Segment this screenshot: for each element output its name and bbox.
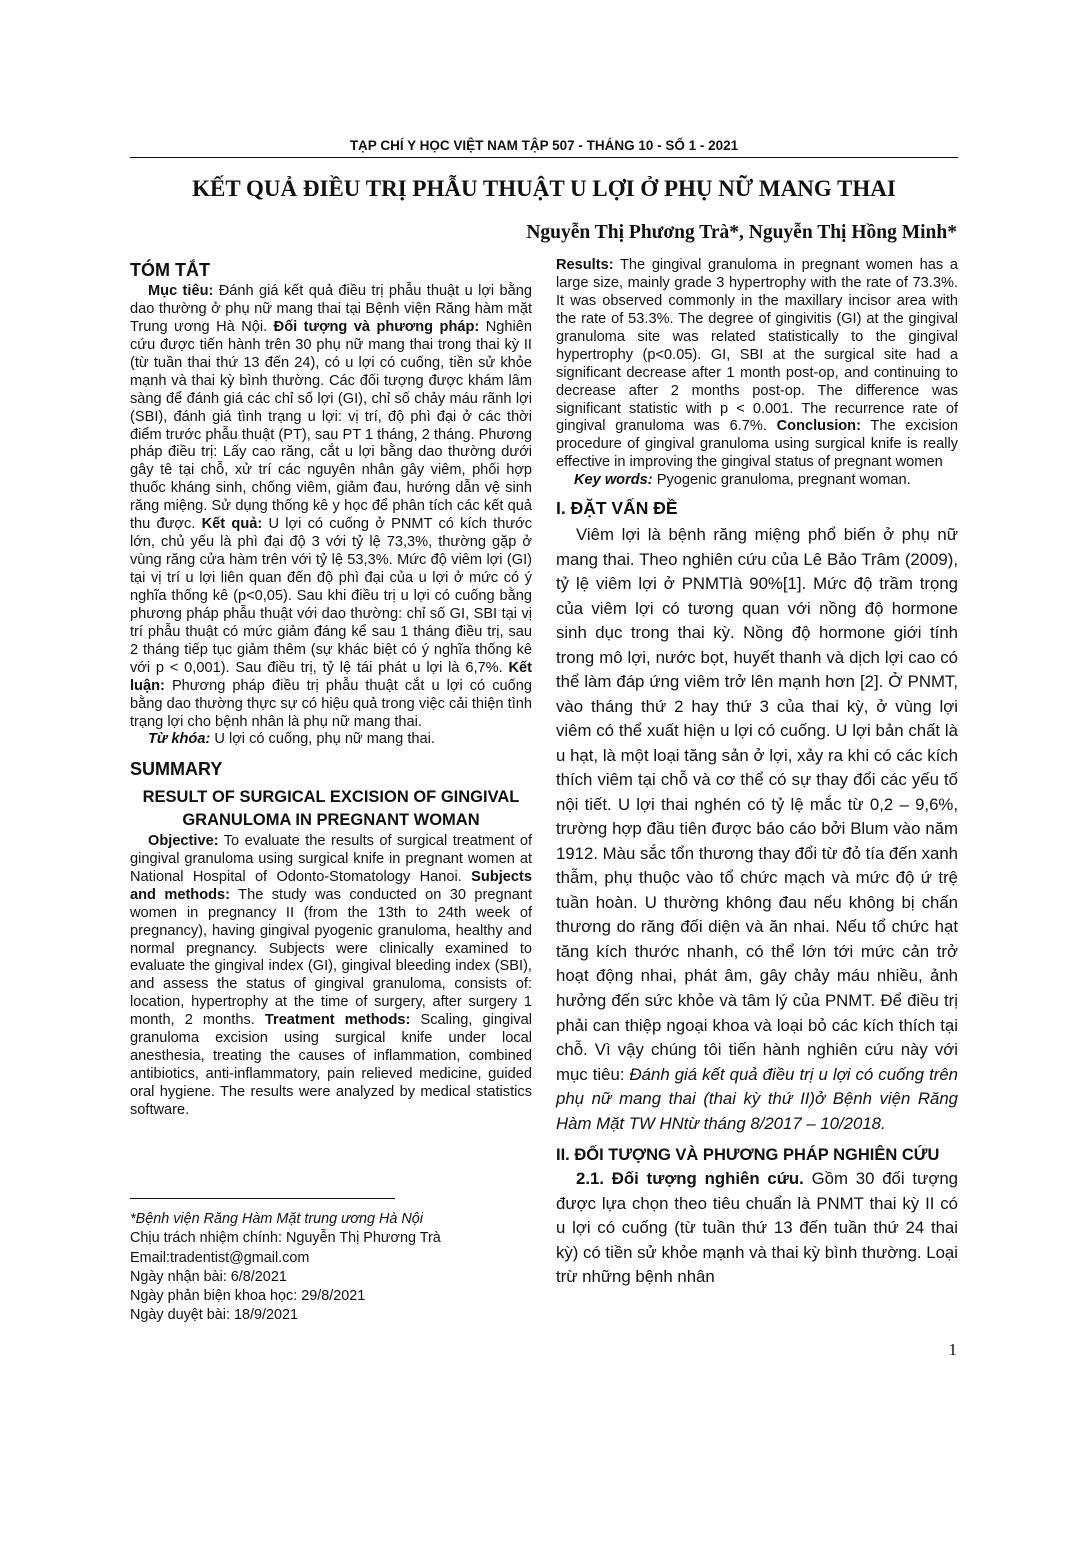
text-results: The gingival granuloma in pregnant women has a large size, mainly grade 3 hypertrophy with the rate of 73.3%. It was observed commonly in the maxillary incisor area with the rate of 53.3%. The degree of gingivitis (GI) at the gingival granuloma site was related statistically to the gingival hypertrophy (p<0.05). GI, SBI at the surgical site had a significant decrease after 1 month post-op, and continuing to decrease after 2 months post-op. The difference was significant statistic with p < 0.001. The recurrence rate of gingival granuloma was 6.7%. [556,257,958,435]
summary-abstract-part1 [130,833,532,1120]
footnote-accepted: Ngày duyệt bài: 18/9/2021 [130,1307,299,1324]
authors: Nguyễn Thị Phương Trà*, Nguyễn Thị Hồng Minh* [526,222,957,243]
article-title: KẾT QUẢ ĐIỀU TRỊ PHẪU THUẬT U LỢI Ở PHỤ NỮ MANG THAI [192,176,896,201]
label-results: Results: [556,257,614,273]
summary-title: RESULT OF SURGICAL EXCISION OF GINGIVAL GRANULOMA IN PREGNANT WOMAN [142,788,520,829]
section2-heading: II. ĐỐI TƯỢNG VÀ PHƯƠNG PHÁP NGHIÊN CỨU [556,1146,940,1165]
keywords-text: U lợi có cuống, phụ nữ mang thai. [210,731,435,748]
footnote-responsible: Chịu trách nhiệm chính: Nguyễn Thị Phương Trà [130,1230,441,1247]
section1-text: Viêm lợi là bệnh răng miệng phổ biến ở phụ nữ mang thai. Theo nghiên cứu của Lê Bảo Trâm (2009), tỷ lệ viêm lợi ở PNMTlà 90%[1]. Mức độ trầm trọng của viêm lợi có tương quan với nồng độ hormone sinh dục trong thai kỳ. Nồng độ hormone giới tính trong mô lợi, nước bọt, huyết thanh và dịch lợi cao có thể làm đáp ứng viêm trở lên mạnh hơn [2]. Ở PNMT, vào tháng thứ 2 hay thứ 3 của thai kỳ, ở vùng lợi viêm có thể xuất hiện u lợi có cuống. U lợi bản chất là u hạt, là một loại tăng sản ở lợi, xảy ra khi có các kích thích viêm tại chỗ và cơ thể có sự thay đổi các yếu tố nội tiết. U lợi thai nghén có tỷ lệ mắc từ 0,2 – 9,6%, trường hợp đầu tiên được báo cáo bởi Blum vào năm 1912. Màu sắc tổn thương thay đổi từ đỏ tía đến xanh thẫm, phụ thuộc vào tổ chức mạch và mức độ ứ trệ tuần hoàn. U thường không đau nếu không bị chấn thương do răng đối diện và ăn nhai. Nếu tổ chức hạt tăng kích thước nhanh, có thể lớn tới mức cản trở hoạt động nhai, phát âm, gây chảy máu nhiều, ảnh hưởng đến sức khỏe và tâm lý của PNMT. Để điều trị phải can thiệp ngoại khoa và loại bỏ các kích thích tại chỗ. Vì vậy chúng tôi tiến hành nghiên cứu này với mục tiêu: [556,525,958,1084]
right-column [556,257,958,1290]
journal-header: TẠP CHÍ Y HỌC VIỆT NAM TẬP 507 - THÁNG 10 - SỐ 1 - 2021 [349,138,739,153]
keywords-label: Từ khóa: [148,731,211,748]
footnotes [130,1210,532,1326]
text-treatment: Scaling, gingival granuloma excision using surgical knife under local anesthesia, treating the causes of inflammation, combined antibiotics, anti-inflammatory, pain relieved medicine, guided oral hygiene. The results were analyzed by medical statistics software. [130,1012,532,1118]
footnote-affiliation: *Bệnh viện Răng Hàm Mặt trung ương Hà Nội [130,1211,423,1227]
label-muc-tieu: Mục tiêu: [148,283,214,299]
text-objective: To evaluate the results of surgical treatment of gingival granuloma using surgical knife in pregnant women at National Hospital of Odonto-Stomatology Hanoi. [130,832,532,885]
section1-objective: Đánh giá kết quả điều trị u lợi có cuống trên phụ nữ mang thai (thai kỳ thứ II)ở Bệnh viện Răng Hàm Mặt TW HNtừ tháng 8/2017 – 10/2018. [556,1064,959,1133]
footnote-email: Email:tradentist@gmail.com [130,1249,310,1266]
page-number: 1 [948,1340,957,1359]
keywords-en-text: Pyogenic granuloma, pregnant woman. [652,472,911,489]
text-muc-tieu: Đánh giá kết quả điều trị phẫu thuật u lợi bằng dao thường ở phụ nữ mang thai tại Bệnh viện Răng hàm mặt Trung ương Hà Nội. [130,283,532,335]
section2-body [556,1167,958,1290]
tomtat-abstract [130,283,532,731]
header-rule [130,157,958,158]
summary-heading: SUMMARY [130,759,223,780]
label-ket-luan: Kết luận: [130,659,532,694]
footnote-rule [130,1198,395,1199]
text-ket-luan: Phương pháp điều trị phẫu thuật cắt u lợi có cuống bằng dao thường thực sự có hiệu quả trong việc cải thiện tình trạng lợi cho bệnh nhân là phụ nữ mang thai. [130,677,532,730]
summary-abstract-part2 [556,257,958,472]
footnote-received: Ngày nhận bài: 6/8/2021 [130,1268,287,1285]
label-doi-tuong: Đối tượng và phương pháp: [273,318,480,335]
tomtat-keywords [130,731,532,749]
text-doi-tuong: Nghiên cứu được tiến hành trên 30 phụ nữ mang thai trong thai kỳ II (từ tuần thai thứ 13 đến 24), có u lợi có cuống, tiền sử khỏe mạnh và thai kỳ bình thường. Các đối tượng được khám lâm sàng để đánh giá các chỉ số lợi (GI), chỉ số chảy máu rãnh lợi (SBI), đánh giá tình trạng u lợi: vị trí, độ phì đại ở các thời điểm trước phẫu thuật (PT), sau PT 1 tháng, 2 tháng. Phương pháp điều trị: Lấy cao răng, cắt u lợi bằng dao thường dưới gây tê tại chỗ, xử trí các nguyên nhân gây viêm, phối hợp thuốc kháng sinh, chống viêm, giảm đau, hướng dẫn vệ sinh răng miệng. Sử dụng thống kê y học để phân tích các kết quả thu được. [130,318,532,533]
text-ket-qua: U lợi có cuống ở PNMT có kích thước lớn, chủ yếu là phì đại độ 3 với tỷ lệ 73,3%, thường gặp ở vùng răng cửa hàm trên với tỷ lệ 53,3%. Mức độ viêm lợi (GI) tại vị trí u lợi liên quan đến độ phì đại của u lợi ở mức có ý nghĩa thống kê (p<0,05). Sau khi điều trị u lợi có cuống bằng phương pháp phẫu thuật với dao thường: chỉ số GI, SBI tại vị trí phẫu thuật có mức giảm đáng kể sau 1 tháng điều trị, sau 2 tháng tiếp tục giảm thêm (sự khác biệt có ý nghĩa thống kê với p < 0,001). Sau điều trị, tỷ lệ tái phát u lợi là 6,7%. [130,516,532,676]
tomtat-heading: TÓM TẮT [130,260,210,280]
left-column [130,260,532,1120]
summary-keywords [556,472,958,490]
section2-text: Gồm 30 đối tượng được lựa chọn theo tiêu chuẩn là PNMT thai kỳ II có u lợi có cuống (từ tuần thứ 13 đến tuần thứ 24 thai kỳ) có tiền sử khỏe mạnh và thai kỳ bình thường. Loại trừ những bệnh nhân [556,1169,958,1287]
text-conclusion: The excision procedure of gingival granuloma using surgical knife is really effective in improving the gingival status of pregnant women [556,418,959,471]
label-subjects: Subjects and methods: [130,868,532,903]
label-ket-qua: Kết quả: [201,516,263,533]
label-treatment: Treatment methods: [264,1012,411,1029]
section1-heading: I. ĐẶT VẤN ĐỀ [556,498,678,519]
text-subjects: The study was conducted on 30 pregnant women in pregnancy II (from the 13th to 24th week of pregnancy), having gingival pyogenic granuloma, healthy and normal pregnancy. Subjects were clinically examined to evaluate the gingival index (GI), gingival bleeding index (SBI), and assess the status of gingival granuloma, consists of: location, hypertrophy at the time of surgery, after surgery 1 month, 2 months. [130,886,533,1029]
keywords-en-label: Key words: [574,472,653,489]
label-conclusion: Conclusion: [776,418,861,435]
footnote-reviewed: Ngày phản biện khoa học: 29/8/2021 [130,1288,366,1305]
label-objective: Objective: [148,832,219,849]
section2-sub-label: 2.1. Đối tượng nghiên cứu. [576,1169,804,1189]
section1-body [556,523,958,1136]
